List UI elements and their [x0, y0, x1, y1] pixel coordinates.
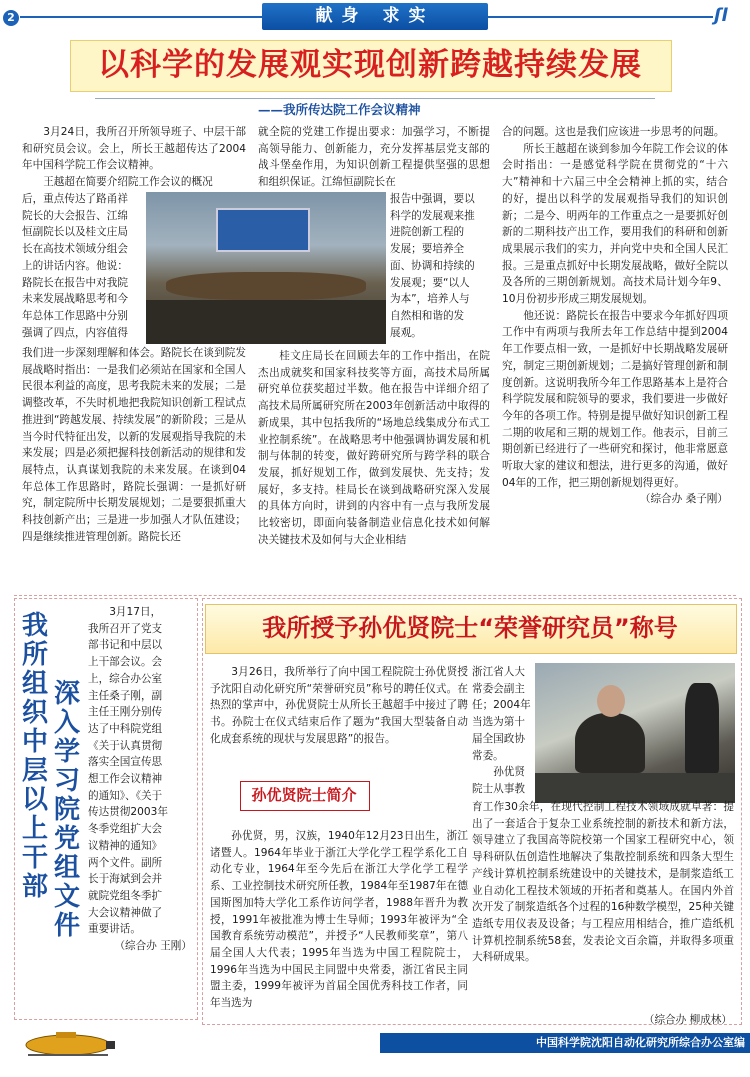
body-line: 院士从事教 — [472, 782, 525, 795]
wrap-line: 年总体工作思路中分别 — [22, 309, 128, 322]
wrap-line: 自然相和谐的发 — [390, 309, 465, 322]
article3-para2: 孙优贤，男，汉族，1940年12月23日出生，浙江诸暨人。1964年毕业于浙江大学化学工程学系化工自动化专业，1964年至今先后在浙江大学化学工程学系、工业控制技术研究所任教，1984年至1987年在德国斯图加特大学化工系作访问学者，1988年晋升为教授，1991年被批准为博士生导师；1993年被评为“全国教育系统劳动模范”，并授予“人民教师奖章”，第八届全国人大代表；1995年当选为中国工程院院士，1996年当选为中国民主同盟中央常委，浙江省民主同盟主委，1999年被评为首届全国优秀科技工作者，同年当选为 — [210, 830, 468, 1010]
article1-col2-rest — [258, 348, 490, 548]
article3-right-narrow — [472, 664, 532, 798]
article1-signature: （综合办 桑子刚） — [639, 493, 728, 506]
body-line: 议精神的通知》 — [88, 839, 163, 852]
body-line: 落实全国宣传思 — [88, 756, 163, 769]
title-char: 组 — [21, 669, 48, 699]
underwater-robot-icon — [18, 1026, 118, 1060]
article1-title: 以科学的发展观实现创新跨越持续发展 — [98, 47, 642, 83]
article1-col1-rest — [22, 345, 246, 545]
page-number: 2 — [3, 10, 19, 26]
article3-para2-wrap — [210, 828, 468, 1012]
wrap-line: 长在高技术领域分组会 — [22, 243, 128, 256]
body-line: 孙优贤 — [493, 766, 525, 779]
body-line: 常委。 — [472, 749, 504, 762]
header-rule-right — [488, 16, 713, 18]
wrap-line: 发展观；要“以人 — [390, 276, 470, 289]
title-char: 所 — [21, 640, 48, 670]
article1-col1-top — [22, 124, 246, 174]
article3-signature: （综合办 柳成林） — [643, 1014, 732, 1026]
body-line: 浙江省人大 — [472, 666, 525, 678]
article1-col2-para1: 就全院的党建工作提出要求：加强学习，不断提高领导能力、创新能力，充分发挥基层党支部的战斗堡垒作用，为知识创新工程提供坚强的思想和组织保证。江绵恒副院长在 — [258, 126, 490, 189]
meeting-table — [166, 272, 366, 300]
wrap-line: 上的讲话内容。他说： — [22, 259, 128, 272]
speaker-head — [597, 685, 625, 717]
wrap-line: 院长的大会报告、江绵 — [22, 209, 128, 222]
body-line: 想工作会议精神 — [88, 773, 163, 786]
body-line: 届全国政协 — [472, 732, 525, 745]
article3-right-rest: 育工作30余年，在现代控制工程技术领域成就卓著：提出了一套适合于复杂工业系统控制的新技术和新方法，领导建立了我国高等院校第一个国家工程研究中心，领导科研队伍创造性地解决了集散控制系统和四条大型生产线计算机控制系统建设中的关键技术，是制浆造纸工业自动化工程技术领域的开拓者和奠基人。在国内外首次开发了制浆造纸各个过程的16种数学模型，25种关键造纸专用仪表及设备；与工程应用相结合，推广造纸机计算机控制系统58套，发表论文百余篇，并取得多项重大科研成果。 — [472, 801, 734, 964]
body-line: 传达贯彻2003年 — [88, 806, 168, 819]
article1-col2-para2: 桂文庄局长在回顾去年的工作中指出，在院杰出成就奖和国家科技奖等方面，高技术局所属研究单位获奖超过半数。他在报告中详细介绍了高技术局所属研究所在2003年创新活动中取得的新成果，其中包括我所的“场地总线集成分布式工业控制系统”。在战略思考中他强调协调发展和机制与体制的转变，做好跨研究所与跨学科的联合发展，抓好规划工作，做到发展快、先支持；发展好，多支持。桂局长在谈到战略研究深入发展的具体方向时，讲到的内容中有一点与我所发展比较密切，即面向装备制造业信息化技术如何解决关键技术及如何与大企业相结 — [258, 350, 490, 546]
wrap-line: 展观。 — [390, 326, 422, 339]
title-char: 上 — [21, 814, 48, 844]
wrap-line: 强调了四点，内容值得 — [22, 326, 128, 339]
institute-logo-icon: ʃl — [714, 5, 728, 26]
body-line: 任；2004年 — [472, 699, 531, 712]
wrap-line: 路院长在报告中对我院 — [22, 276, 128, 289]
wrap-line: 未来发展战略思考和今 — [22, 293, 128, 306]
body-line: 就院党组冬季扩 — [88, 889, 163, 902]
body-line: 3月17日， — [109, 606, 162, 618]
body-line: 冬季党组扩大会 — [88, 823, 163, 836]
title-char: 学 — [53, 737, 80, 767]
title-char: 以 — [21, 785, 48, 815]
body-line: 主任桑子刚，副 — [88, 689, 163, 702]
article1-col2-narrow — [390, 191, 490, 341]
article1-col1-wrap — [22, 174, 246, 191]
title-char: 入 — [53, 708, 80, 738]
article1-subtitle: ——我所传达院工作会议精神 — [258, 102, 421, 117]
body-line: 常委会副主 — [472, 682, 525, 695]
wrap-line: 后，重点传达了路甬祥 — [22, 193, 128, 205]
body-line: 主任王刚分别传 — [88, 706, 163, 719]
article1-title-underline — [95, 98, 655, 99]
article1-col3-para1: 合的问题。这也是我们应该进一步思考的问题。 — [502, 126, 725, 138]
wrap-line: 面、协调和持续的 — [390, 259, 475, 272]
article3-para1-wrap — [210, 664, 468, 748]
article3-right-rest-wrap — [472, 799, 734, 966]
body-line: 两个文件。副所 — [88, 856, 163, 869]
wrap-line: 科学的发展观来推 — [390, 209, 475, 222]
intro-label: 孙优贤院士简介 — [251, 786, 357, 804]
body-line: 上，综合办公室 — [88, 672, 163, 685]
body-line: 当选为第十 — [472, 716, 525, 729]
header-band-title: 献身 求实 — [315, 6, 435, 26]
body-line: 的通知》、《关于 — [88, 789, 163, 802]
body-line: 上干部会议。会 — [88, 656, 163, 669]
article1-col2-top — [258, 124, 490, 191]
title-char: 党 — [53, 824, 80, 854]
ceremony-photo — [535, 663, 735, 803]
article2-body — [88, 604, 192, 955]
header-rule-left — [20, 16, 262, 18]
wrap-line: 为本”，培养人与 — [390, 293, 470, 306]
body-line: 重要讲话。 — [88, 923, 141, 936]
section-divider — [14, 595, 736, 596]
wrap-line-0: 王越超在简要介绍院工作会议的概况 — [43, 176, 213, 188]
title-char: 层 — [21, 756, 48, 786]
projection-screen — [216, 208, 310, 252]
meeting-photo — [146, 192, 386, 344]
article1-col1-para1: 3月24日，我所召开所领导班子、中层干部和研究员会议。会上，所长王越超传达了2004年中国科学院工作会议精神。 — [22, 126, 246, 172]
article3-para1: 3月26日，我所举行了向中国工程院院士孙优贤授予沈阳自动化研究所“荣誉研究员”称号的聘任仪式。在热烈的掌声中，孙优贤院士从所长王越超手中接过了聘书。孙院士在仪式结束后作了题为“我国大型装备自动化成套系统的现状与发展思路”的报告。 — [210, 666, 468, 745]
wrap-line: 报告中强调，要以 — [390, 193, 475, 205]
body-line: 达了中科院党组 — [88, 722, 163, 735]
body-line: 我所召开了党支 — [88, 622, 163, 635]
article2-title-col1 — [20, 612, 50, 902]
title-char: 织 — [21, 698, 48, 728]
audience — [146, 300, 386, 344]
title-char: 组 — [53, 853, 80, 883]
title-char: 我 — [21, 611, 48, 641]
title-char: 中 — [21, 727, 48, 757]
article1-col1-narrow — [22, 191, 144, 341]
title-char: 院 — [53, 795, 80, 825]
title-char: 部 — [21, 872, 48, 902]
wrap-line: 恒副院长以及桂文庄局 — [22, 226, 128, 239]
article3-title: 我所授予孙优贤院士“荣誉研究员”称号 — [262, 614, 678, 642]
title-char: 深 — [53, 679, 80, 709]
footer-text: 中国科学院沈阳自动化研究所综合办公室编 — [536, 1036, 745, 1049]
standing-figure — [685, 683, 719, 773]
article2-title-col2 — [52, 680, 82, 941]
body-line: 部书记和中层以 — [88, 639, 163, 652]
body-line: 《关于认真贯彻 — [88, 739, 163, 752]
article1-col3-para3: 他还说：路院长在报告中要求今年抓好四项工作中有两项与我所去年工作总结中提到2004年工作要点相一致，一是抓好中长期战略发展研究，制定三期创新规划；二是搞好管理创新和制度创新。这说明我所今年工作思路基本上是符合科学院发展和院领导的要求，我们要进一步做好今年的各项工作。特别是提早做好知识创新工程二期的收尾和三期的规划工作。他表示，目前三期创新已经进行了一些研究和探讨，他非常愿意听取大家的建议和想法，进行更多的沟通，做好04年的工作，把三期创新规划得更好。 — [502, 309, 728, 489]
wrap-line: 进院创新工程的 — [390, 226, 465, 239]
title-char: 件 — [53, 911, 80, 941]
title-char: 习 — [53, 766, 80, 796]
article1-col1-para2-rest: 我们进一步深刻理解和体会。路院长在谈到院发展战略时指出：一是我们必须站在国家和全国人民很本利益的高度，思考我院未来的发展；二是调整改革，不失时机地把我院知识创新工程试点推进到“跨越发展、持续发展”的新阶段；三是从当今时代特征出发，以新的发展观指导我院的未来发展；四是必须把握科技创新活动的规律和发展特点，认真谋划我院的未来发展。在谈到04年总体工作思路时，路院长强调：一是抓好研究，制定院所中长期发展规划；二是要狠抓重大科技创新产出；三是进一步加强人才队伍建设；四是继续推进管理创新。路院长还 — [22, 347, 246, 543]
article1-col3-para2: 所长王越超在谈到参加今年院工作会议的体会时指出：一是感觉科学院在贯彻党的“十六大”精神和十六届三中全会精神上抓的实，结合的好，提出以科学的发展观指导我们的知识创新；二是今、明两年的工作重点之一是要抓好创新的二期科技产出工作，要用我们的科研和创新成果展示我们的实力，并向党中央和全国人民汇报。三是重点抓好中长期发展战略，做好全院以及各所的三期创新规划。高技术局计划今年9、10月份初步形成三期发展规划。 — [502, 142, 728, 306]
body-line: 大会议精神做了 — [88, 906, 163, 919]
article2-signature: （综合办 王刚） — [114, 940, 192, 953]
speaker-figure — [575, 713, 645, 773]
article1-col3 — [502, 124, 728, 508]
title-char: 干 — [21, 843, 48, 873]
title-char: 文 — [53, 882, 80, 912]
body-line: 长于海斌到会并 — [88, 873, 163, 886]
wrap-line: 发展；要培养全 — [390, 243, 465, 256]
